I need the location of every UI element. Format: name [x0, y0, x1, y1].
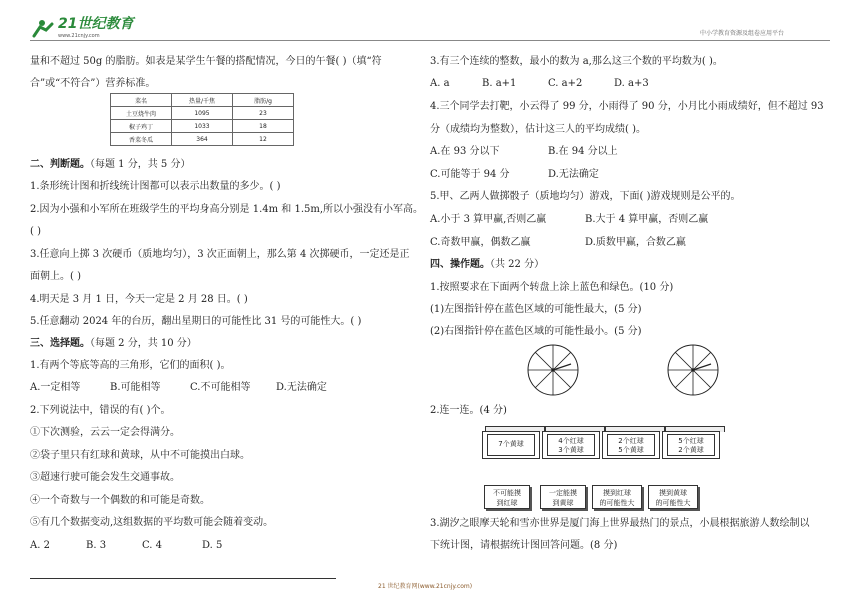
table-row: [111, 133, 294, 146]
probability-label-line: 到黄球: [552, 499, 574, 507]
choice-q3: 3.有三个连续的整数，最小的数为 a,那么这三个数的平均数为( )。: [430, 56, 723, 67]
choice-q2-option-b: B. 3: [86, 540, 107, 551]
probability-label-line: 不可能摸: [493, 489, 521, 497]
choice-q1: 1.有两个等底等高的三角形，它们的面积( )。: [30, 360, 231, 371]
judge-q2-blank: ( ): [30, 226, 41, 237]
op-q1-part-2: (2)右图指针停在蓝色区域的可能性最小。(5 分): [430, 326, 642, 337]
probability-label-line: 的可能性大: [599, 499, 635, 507]
choice-q2-statement: ②袋子里只有红球和黄球，从中不可能摸出白球。: [30, 450, 250, 461]
probability-label-line: 一定能摸: [549, 489, 577, 497]
op-q3: 3.湖汐之眼摩天轮和雪亦世界是厦门海上世界最热门的景点，小晨根据旅游人数绘制以: [430, 518, 810, 529]
choice-q4-cont: 分（成绩均为整数），估计这三人的平均成绩( )。: [430, 124, 646, 135]
judge-q4: 4.明天是 3 月 1 日，今天一定是 2 月 28 日。( ): [30, 294, 248, 305]
choice-q4-option-c: C.可能等于 94 分: [430, 169, 510, 180]
table-header-cell: 热量/千焦: [172, 94, 233, 107]
probability-label-line: 到红球: [496, 499, 518, 507]
choice-q3-option-c: C. a+2: [548, 78, 583, 89]
ball-box-line: 5个黄球: [618, 446, 644, 454]
choice-q5-option-c: C.奇数甲赢，偶数乙赢: [430, 237, 531, 248]
table-header-row: [111, 94, 294, 107]
table-cell: 土豆烧牛肉: [111, 107, 172, 120]
probability-label-line: 摸到黄球: [659, 489, 687, 497]
judge-q3-cont: 面朝上。( ): [30, 271, 81, 282]
choice-q3-option-a: A. a: [430, 78, 450, 89]
ball-box-label: [607, 434, 655, 456]
judge-q2: 2.因为小强和小军所在班级学生的平均身高分别是 1.4m 和 1.5m,所以小强没有小军高。: [30, 204, 424, 215]
choice-q5: 5.甲、乙两人做掷骰子（质地均匀）游戏，下面( )游戏规则是公平的。: [430, 191, 741, 202]
probability-label: [592, 485, 642, 509]
choice-q4-option-d: D.无法确定: [548, 169, 599, 180]
judge-q5: 5.任意翻动 2024 年的台历，翻出星期日的可能性比 31 号的可能性大。( ): [30, 316, 362, 327]
table-cell: 1033: [172, 120, 233, 133]
ball-box: [482, 431, 540, 459]
table-cell: 1095: [172, 107, 233, 120]
table-cell: 18: [233, 120, 294, 133]
ball-box-line: 7个黄球: [498, 440, 524, 448]
ball-box-label: [487, 434, 535, 456]
choice-q2-option-a: A. 2: [30, 540, 50, 551]
choice-q5-option-a: A.小于 3 算甲赢,否则乙赢: [430, 214, 547, 225]
section-4-title: 四、操作题。: [430, 259, 490, 270]
ball-box: [542, 431, 600, 459]
probability-label-line: 摸到红球: [603, 489, 631, 497]
table-header-cell: 脂肪/g: [233, 94, 294, 107]
right-spinner: [666, 343, 720, 397]
op-q2: 2.连一连。(4 分): [430, 405, 507, 416]
header-platform-text: 中小学教育资源及组卷应用平台: [700, 30, 785, 37]
choice-q4-option-a: A.在 93 分以下: [430, 146, 500, 157]
choice-q2-statement: ⑤有几个数据变动,这组数据的平均数可能会随着变动。: [30, 517, 274, 528]
probability-label: [540, 485, 586, 509]
section-2-title: 二、判断题。: [30, 159, 90, 170]
probability-label: [648, 485, 698, 509]
op-q1-part-1: (1)左图指针停在蓝色区域的可能性最大，(5 分): [430, 304, 642, 315]
choice-q2-statement: ③超速行驶可能会发生交通事故。: [30, 472, 180, 483]
ball-box-line: 4个红球: [558, 437, 584, 445]
section-3-note: （每题 2 分，共 10 分）: [90, 338, 197, 349]
choice-q1-option-d: D.无法确定: [276, 382, 327, 393]
footer-text: 21 世纪教育网(www.21cnjy.com): [378, 583, 473, 590]
table-cell: 香菜冬瓜: [111, 133, 172, 146]
ball-box-line: 3个黄球: [558, 446, 584, 454]
choice-q5-option-d: D.质数甲赢，合数乙赢: [585, 237, 686, 248]
intro-line-2: 合”或“不符合”）营养标准。: [30, 78, 156, 89]
table-row: [111, 120, 294, 133]
section-3-title: 三、选择题。: [30, 338, 90, 349]
op-q1: 1.按照要求在下面两个转盘上涂上蓝色和绿色。(10 分): [430, 282, 674, 293]
ball-box: [602, 431, 660, 459]
op-q3-cont: 下统计图，请根据统计图回答问题。(8 分): [430, 540, 618, 551]
choice-q2: 2.下列说法中，错误的有( )个。: [30, 405, 171, 416]
choice-q1-option-c: C.不可能相等: [190, 382, 251, 393]
judge-q3: 3.任意向上掷 3 次硬币（质地均匀），3 次正面朝上，那么第 4 次掷硬币，一定还是正: [30, 249, 410, 260]
probability-label: [484, 485, 530, 509]
table-row: [111, 107, 294, 120]
choice-q2-statement: ①下次测验，云云一定会得满分。: [30, 427, 180, 438]
section-3-heading: [30, 337, 197, 350]
choice-q1-option-a: A.一定相等: [30, 382, 81, 393]
header-divider: [30, 40, 830, 41]
ball-box-line: 2个红球: [618, 437, 644, 445]
left-spinner: [526, 343, 580, 397]
logo-text: 21世纪教育: [58, 16, 134, 32]
lunch-table: [110, 93, 294, 146]
ball-box-label: [667, 434, 715, 456]
table-cell: 椒子鸡丁: [111, 120, 172, 133]
choice-q4: 4.三个同学去打靶，小云得了 99 分，小雨得了 90 分，小月比小雨成绩好，但不超过 93: [430, 101, 824, 112]
section-4-note: （共 22 分）: [490, 259, 545, 270]
choice-q3-option-d: D. a+3: [614, 78, 649, 89]
choice-q4-option-b: B.在 94 分以上: [548, 146, 618, 157]
choice-q3-option-b: B. a+1: [482, 78, 517, 89]
probability-label-line: 的可能性大: [655, 499, 691, 507]
intro-line-1: 量和不超过 50g 的脂肪。如表是某学生午餐的搭配情况，今日的午餐( )（填“符: [30, 56, 382, 67]
section-2-note: （每题 1 分，共 5 分）: [90, 159, 191, 170]
choice-q5-option-b: B.大于 4 算甲赢，否则乙赢: [585, 214, 709, 225]
judge-q1: 1.条形统计图和折线统计图都可以表示出数量的多少。( ): [30, 181, 281, 192]
ball-box: [662, 431, 720, 459]
ball-box-line: 5个红球: [678, 437, 704, 445]
choice-q2-option-c: C. 4: [142, 540, 163, 551]
table-cell: 12: [233, 133, 294, 146]
footer-divider: [30, 578, 336, 579]
table-header-cell: 菜名: [111, 94, 172, 107]
table-cell: 23: [233, 107, 294, 120]
logo-url: www.21cnjy.com: [58, 33, 100, 39]
table-cell: 364: [172, 133, 233, 146]
section-4-heading: [430, 258, 544, 271]
ball-box-line: 2个黄球: [678, 446, 704, 454]
ball-box-label: [547, 434, 595, 456]
choice-q2-statement: ④一个奇数与一个偶数的和可能是奇数。: [30, 495, 210, 506]
choice-q2-option-d: D. 5: [202, 540, 223, 551]
section-2-heading: [30, 158, 190, 171]
choice-q1-option-b: B.可能相等: [110, 382, 161, 393]
